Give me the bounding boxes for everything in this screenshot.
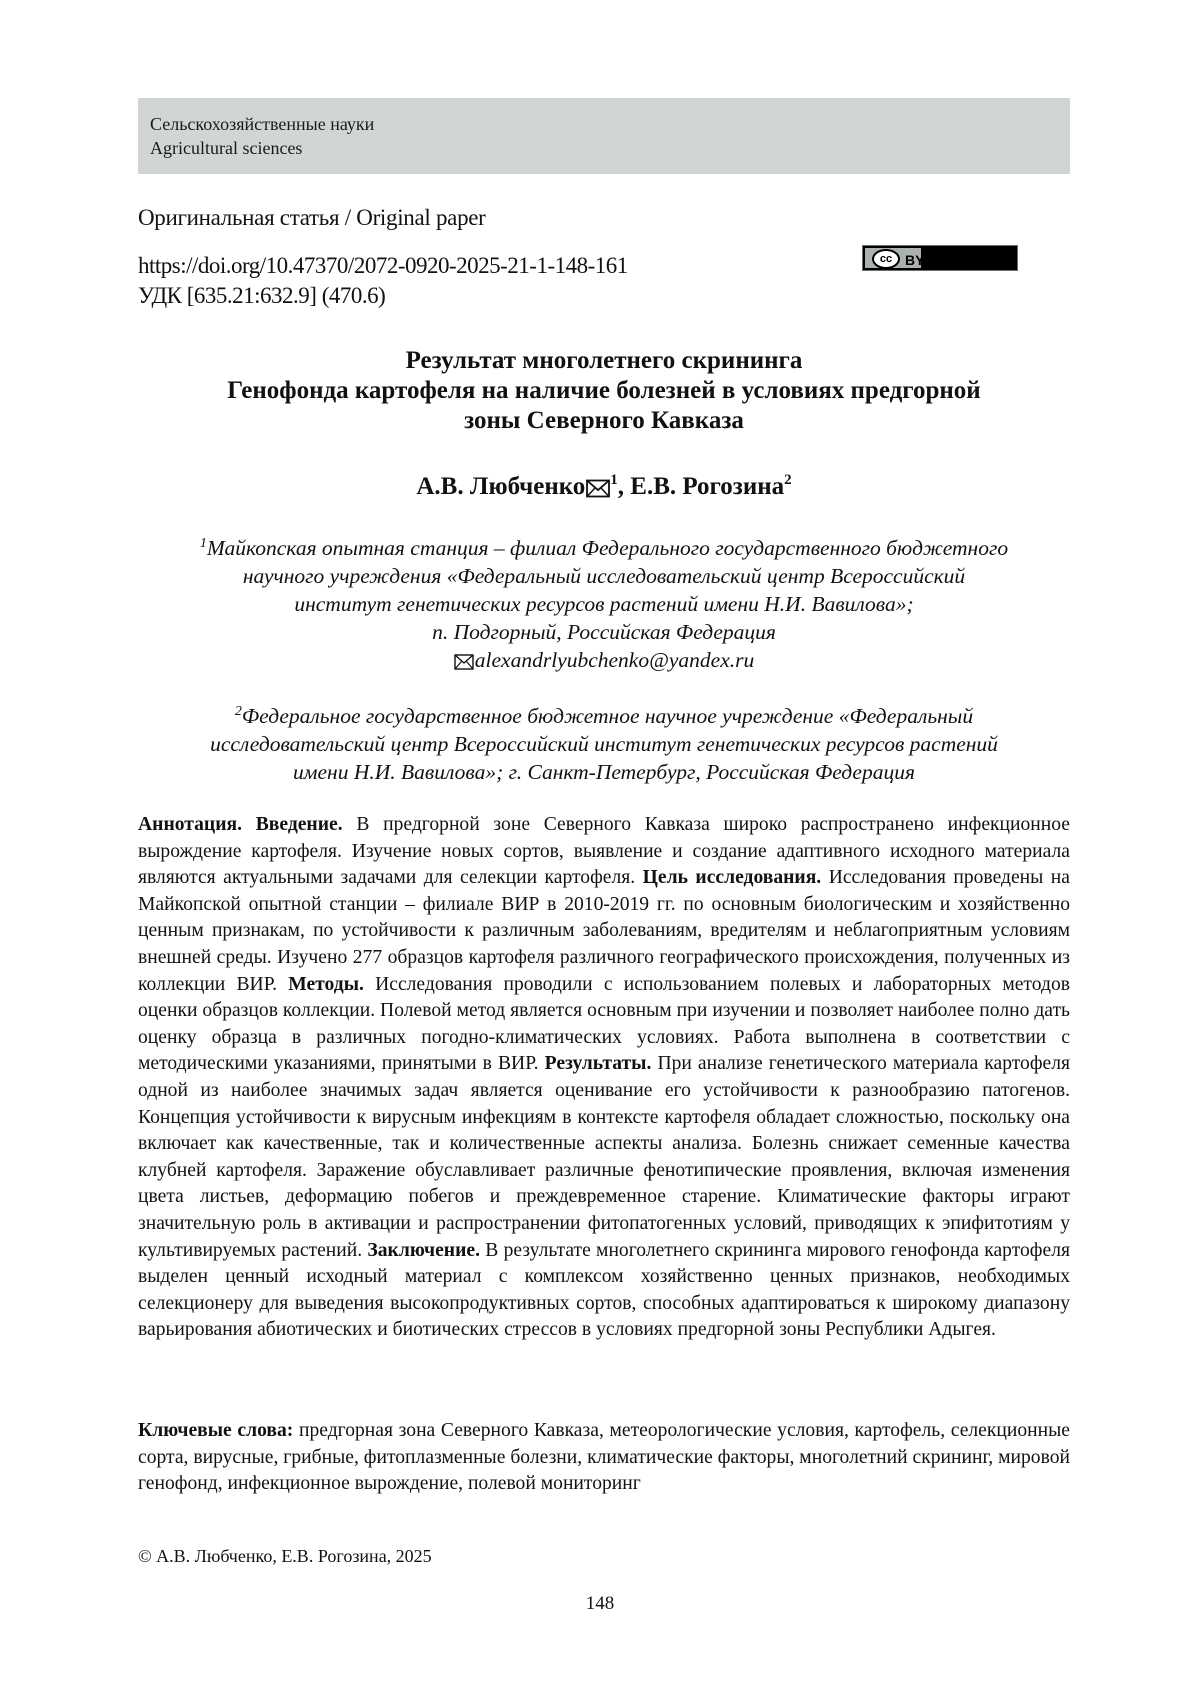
article-type: Оригинальная статья / Original paper — [138, 205, 486, 230]
author-1-affiliation-mark: 1 — [610, 472, 618, 488]
affiliation-1-line-2: научного учреждения «Федеральный исследовательский центр Всероссийский — [242, 564, 966, 588]
author-1-name: А.В. Любченко — [416, 473, 586, 500]
affiliation-2-mark: 2 — [234, 704, 242, 719]
authors-separator: , — [617, 473, 631, 500]
abstract-label: Аннотация. — [138, 814, 243, 835]
methods-text: Исследования проводили с использованием полевых и лабораторных методов оценки образцов коллекции. Полевой метод является основным при изучении и позволяет наиболее полно дать оценку образца в различных погодно-климатических условиях. Работа выполнена в соответствии с методическими указаниями, принятыми в ВИР. — [138, 973, 1070, 1075]
article-title — [138, 346, 1070, 436]
title-line-2: Генофонда картофеля на наличие болезней в условиях предгорной — [227, 377, 981, 404]
corresponding-email[interactable]: alexandrlyubchenko@yandex.ru — [474, 648, 755, 672]
corresponding-email-line — [138, 646, 1070, 677]
udc-code: УДК [635.21:632.9] (470.6) — [138, 283, 386, 308]
affiliation-1-line-1: Майкопская опытная станция – филиал Федерального государственного бюджетного — [206, 536, 1009, 560]
results-text: При анализе генетического материала картофеля одной из наиболее значимых задач является оценивание его устойчивости к разнообразию патогенов. Концепция устойчивости к вирусным инфекциям в контексте картофеля обладает сложностью, поскольку она включает как качественные, так и количественные аспекты анализа. Болезнь снижает семенные качества клубней картофеля. Заражение обуславливает различные фенотипические проявления, включая изменения цвета листьев, деформацию побегов и преждевременное старение. Климатические факторы играют значительную роль в активации и распространении фитопатогенных условий, приводящих к эпифитотиям у культивируемых растений. — [138, 1053, 1071, 1261]
abstract — [138, 812, 1070, 1344]
keywords-label: Ключевые слова: — [138, 1420, 294, 1441]
intro-text: В предгорной зоне Северного Кавказа широко распространено инфекционное вырождение картофеля. Изучение новых сортов, выявление и создание адаптивного исходного материала являются актуальными задачами для селекции картофеля. — [138, 814, 1071, 889]
section-name-en: Agricultural sciences — [150, 138, 303, 158]
section-name-ru: Сельскохозяйственные науки — [150, 114, 375, 134]
page-number: 148 — [585, 1593, 615, 1614]
goal-text: Исследования проведены на Майкопской опытной станции – филиале ВИР в 2010-2019 гг. по основным биологическим и хозяйственно ценным признакам, по устойчивости к различным заболеваниям, вредителям и неблагоприятным условиям внешней среды. Изучено 277 образцов картофеля различного географического происхождения, полученных из коллекции ВИР. — [138, 867, 1070, 995]
affiliation-1-line-3: институт генетических ресурсов растений имени Н.И. Вавилова»; — [294, 592, 914, 616]
abstract-paragraph — [138, 812, 1070, 1344]
cc-by-license-badge[interactable] — [862, 245, 1018, 271]
title-line-3: зоны Северного Кавказа — [464, 407, 744, 434]
authors-line — [138, 472, 1070, 506]
conclusion-text: В результате многолетнего скрининга мирового генофонда картофеля выделен ценный исходный материал с комплексом хозяйственно ценных признаков, необходимых селекционеру для выведения высокопродуктивных сортов, способных адаптироваться к широкому диапазону варьирования абиотических и биотических стрессов в условиях предгорной зоны Республики Адыгея. — [138, 1239, 1070, 1341]
goal-label: Цель исследования. — [642, 867, 822, 889]
doi-link[interactable]: https://doi.org/10.47370/2072-0920-2025-21-1-148-161 — [138, 253, 628, 278]
results-label: Результаты. — [544, 1053, 652, 1075]
intro-label: Введение. — [255, 814, 343, 835]
methods-label: Методы. — [288, 973, 364, 995]
author-2-affiliation-mark: 2 — [784, 472, 792, 488]
keywords — [138, 1418, 1070, 1498]
cc-badge-left-panel — [865, 248, 925, 268]
journal-section-band — [138, 98, 1070, 174]
affiliation-2-line-3: имени Н.И. Вавилова»; г. Санкт-Петербург, Российская Федерация — [293, 760, 915, 784]
keywords-text: предгорная зона Северного Кавказа, метеорологические условия, картофель, селекционные сорта, вирусные, грибные, фитоплазменные болезни, климатические факторы, многолетний скрининг, мировой генофонд, инфекционное вырождение, полевой мониторинг — [138, 1420, 1070, 1495]
envelope-icon — [586, 476, 610, 506]
affiliation-1-mark: 1 — [199, 536, 207, 551]
affiliation-2-line-2: исследовательский центр Всероссийский институт генетических ресурсов растений — [210, 732, 998, 756]
affiliation-2 — [138, 702, 1070, 786]
conclusion-label: Заключение. — [367, 1239, 480, 1261]
affiliation-1 — [138, 534, 1070, 677]
affiliation-1-line-4: п. Подгорный, Российская Федерация — [432, 620, 776, 644]
email-icon — [454, 649, 474, 677]
copyright-notice: © А.В. Любченко, Е.В. Рогозина, 2025 — [138, 1546, 432, 1566]
title-line-1: Результат многолетнего скрининга — [405, 347, 803, 374]
by-label: BY — [905, 252, 925, 268]
author-2-name: Е.В. Рогозина — [630, 473, 785, 500]
affiliation-2-line-1: Федеральное государственное бюджетное научное учреждение «Федеральный — [241, 704, 974, 728]
keywords-paragraph — [138, 1418, 1070, 1498]
cc-icon: cc — [872, 249, 900, 269]
